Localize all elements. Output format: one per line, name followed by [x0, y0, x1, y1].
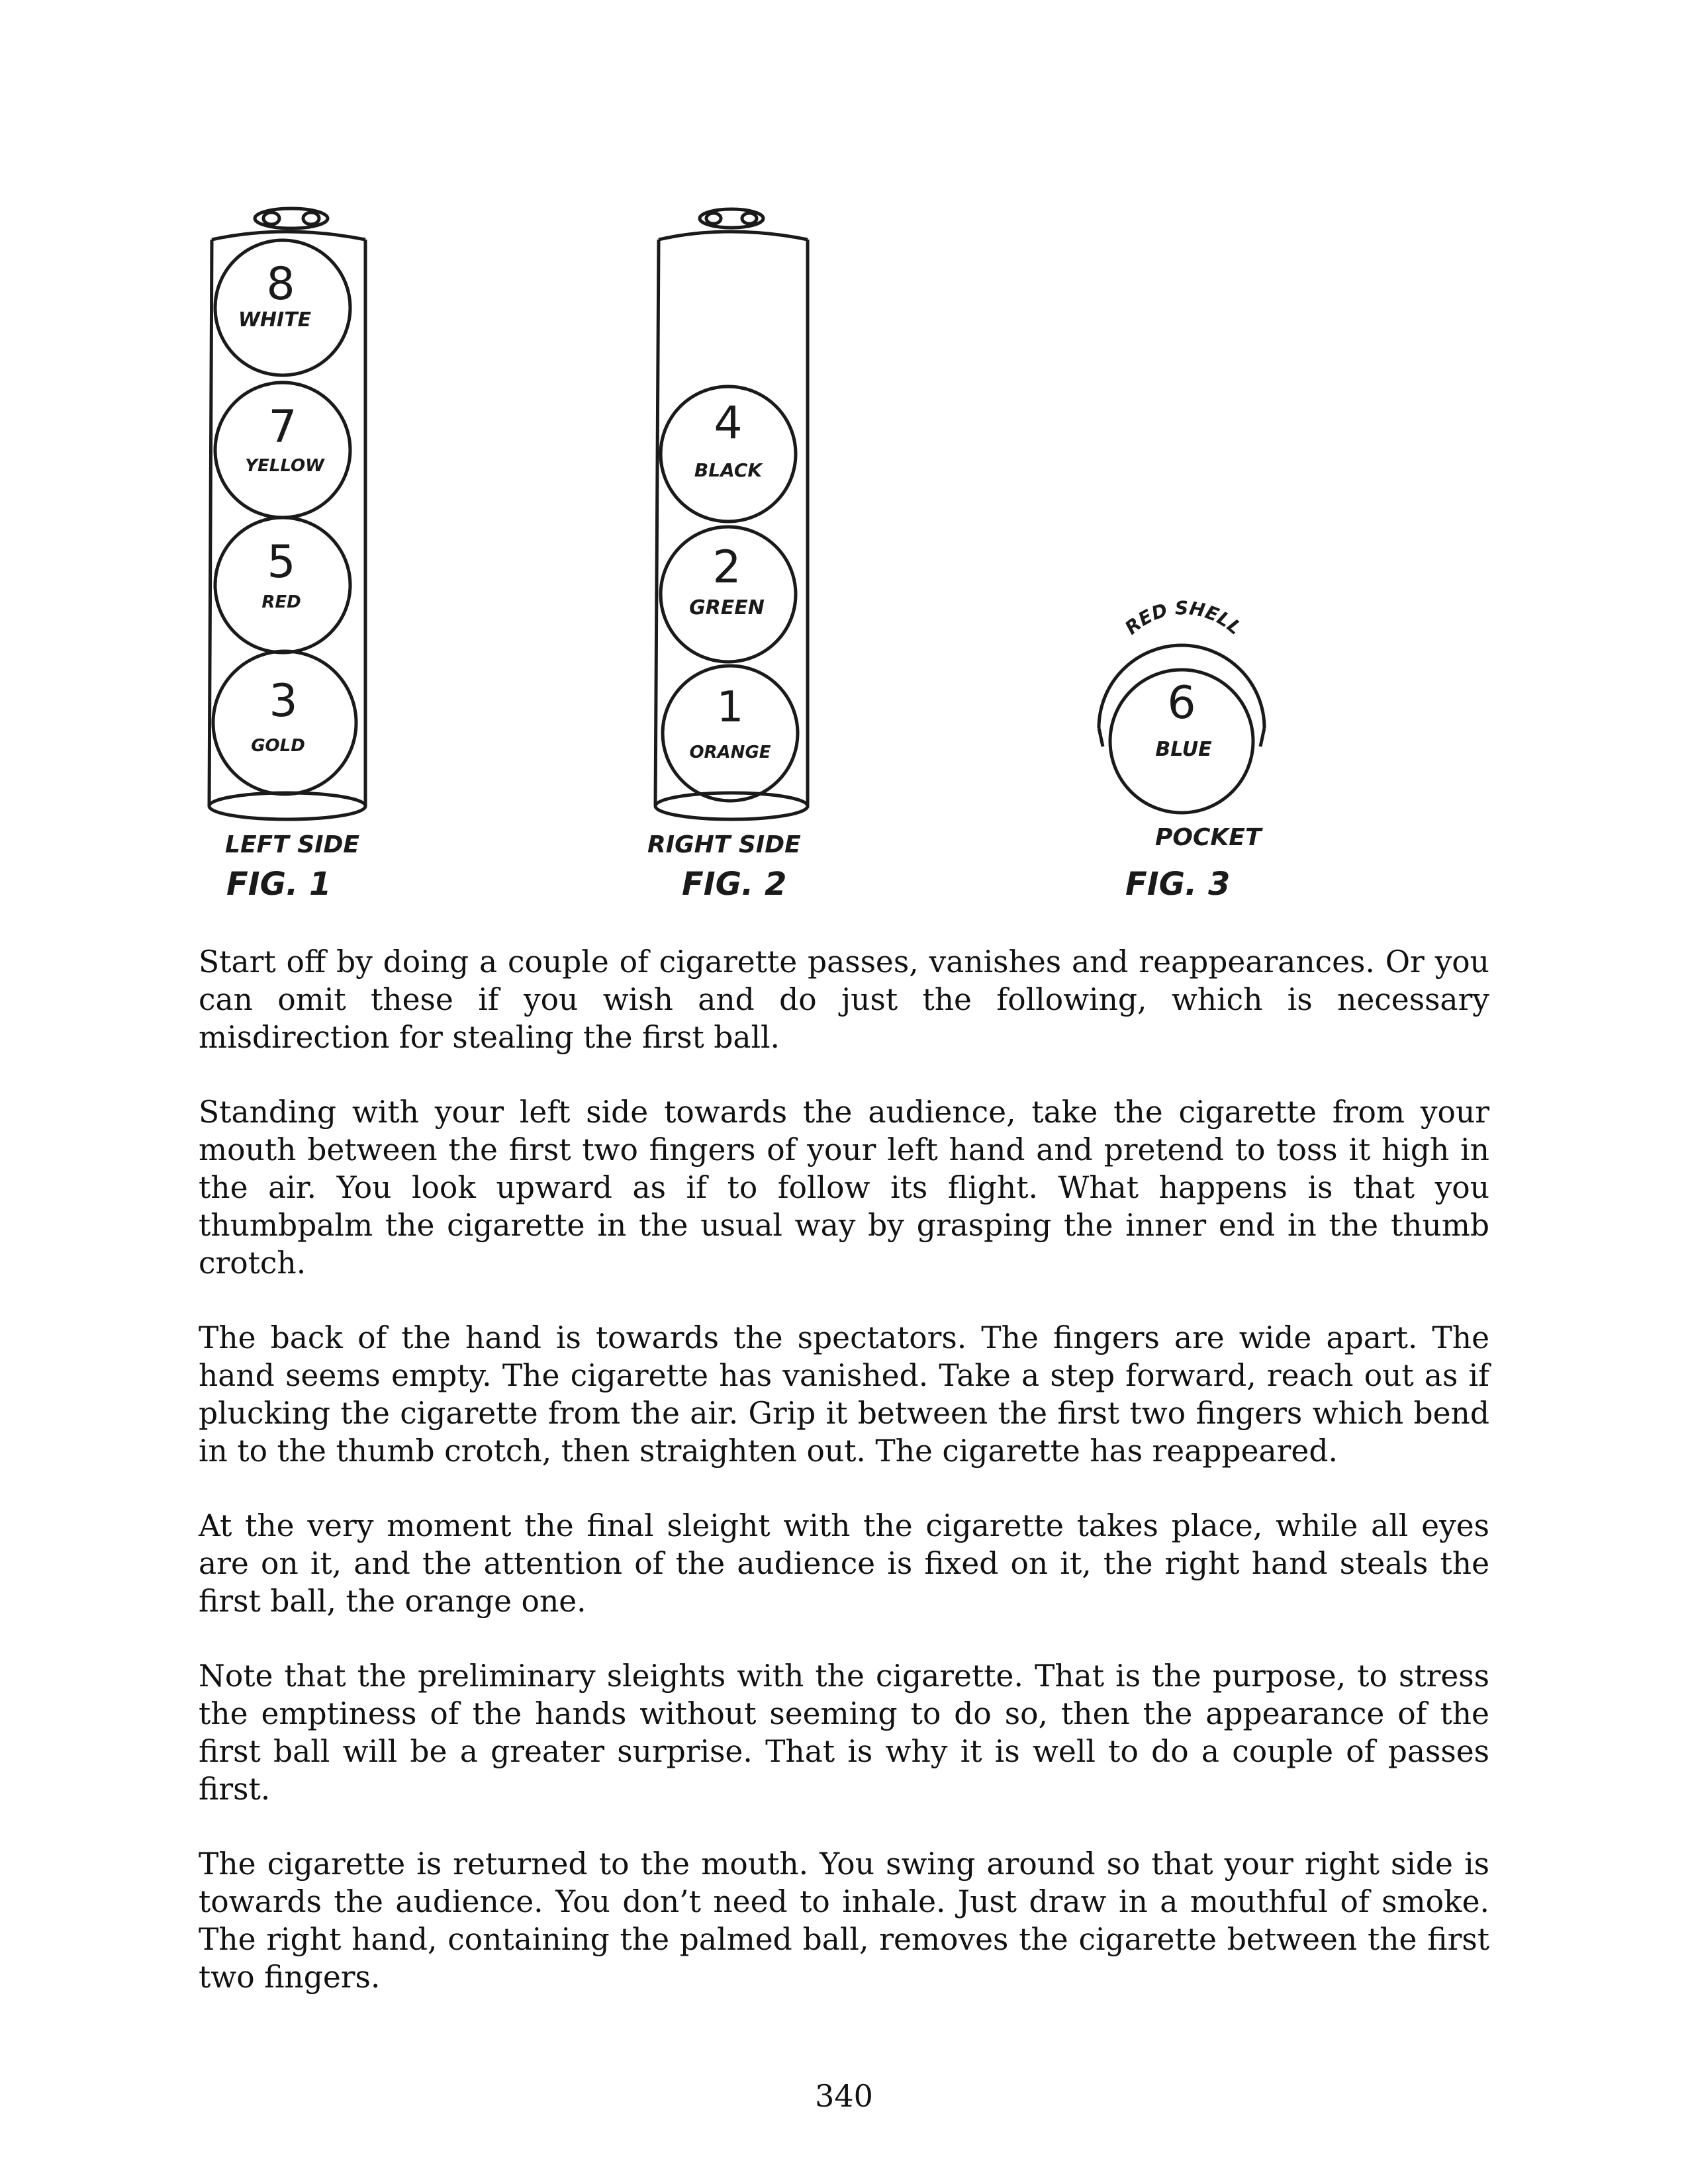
fig2-ball-2-number: 2 — [712, 541, 741, 594]
fig1-ball-3-number: 3 — [269, 675, 298, 727]
fig2-caption: FIG. 2 — [682, 866, 787, 903]
fig1-ball-5-number: 5 — [267, 536, 296, 588]
fig1-ball-8-number: 8 — [266, 258, 295, 310]
fig1-ball-5-color: RED — [261, 592, 301, 612]
paragraph-5: Note that the preliminary sleights with the cigarette. That is the purpose, to stress the emptiness of the hands without seeming to do so, then the appearance of the first ball will be a greater surprise. That is why it is well to do a couple of passes first. — [199, 1659, 1489, 1807]
fig2-ball-4-number: 4 — [714, 397, 743, 449]
fig1-ball-7-color: YELLOW — [245, 456, 324, 476]
fig3-location-label: POCKET — [1155, 824, 1262, 851]
paragraph-4: At the very moment the final sleight with the cigarette takes place, while all eyes are on it, and the attention of the audience is fixed on it, the right hand steals the first ball, the orange one. — [199, 1508, 1489, 1619]
page-number: 340 — [815, 2078, 873, 2114]
fig2-side-label: RIGHT SIDE — [647, 831, 801, 858]
fig1-ball-7-number: 7 — [268, 401, 297, 453]
fig3-ball-6-color: BLUE — [1155, 738, 1212, 761]
fig2-ball-2-color: GREEN — [689, 596, 765, 619]
fig2-ball-1-color: ORANGE — [689, 743, 771, 762]
fig3-caption: FIG. 3 — [1125, 866, 1231, 903]
fig1-ball-3-color: GOLD — [251, 736, 305, 756]
fig1-caption: FIG. 1 — [226, 866, 332, 903]
paragraph-2: Standing with your left side towards the audience, take the cigarette from your mouth between the first two fingers of your left hand and pretend to toss it high in the air. You look upward as if to follow its flight. What happens is that you thumbpalm the cigarette in the usual way by grasping the inner end in the thumb crotch. — [199, 1095, 1489, 1281]
fig3-shell-label: RED SHELL — [1121, 597, 1246, 639]
paragraph-3: The back of the hand is towards the spectators. The fingers are wide apart. The hand seems empty. The cigarette has vanished. Take a step forward, reach out as if plucking the cigarette from the air. Grip it between the first two fingers which bend in to the thumb crotch, then straighten out. The cigarette has reappeared. — [199, 1320, 1489, 1469]
fig2-ball-4-color: BLACK — [694, 459, 763, 481]
fig1-side-label: LEFT SIDE — [225, 831, 360, 858]
fig1-ball-8-color: WHITE — [238, 308, 312, 332]
paragraph-1: Start off by doing a couple of cigarette passes, vanishes and reappearances. Or you can omit these if you wish and do just the following, which is necessary misdirection for stealing the first ball. — [199, 944, 1489, 1055]
body-text — [199, 943, 1489, 2033]
fig3-ball-6-number: 6 — [1167, 677, 1196, 729]
fig2-ball-1-number: 1 — [716, 683, 744, 732]
illustration-figures — [0, 0, 1688, 927]
paragraph-6: The cigarette is returned to the mouth. You swing around so that your right side is towards the audience. You don’t need to inhale. Just draw in a mouthful of smoke. The right hand, containing the palmed ball, removes the cigarette between the first two fingers. — [199, 1846, 1489, 1995]
